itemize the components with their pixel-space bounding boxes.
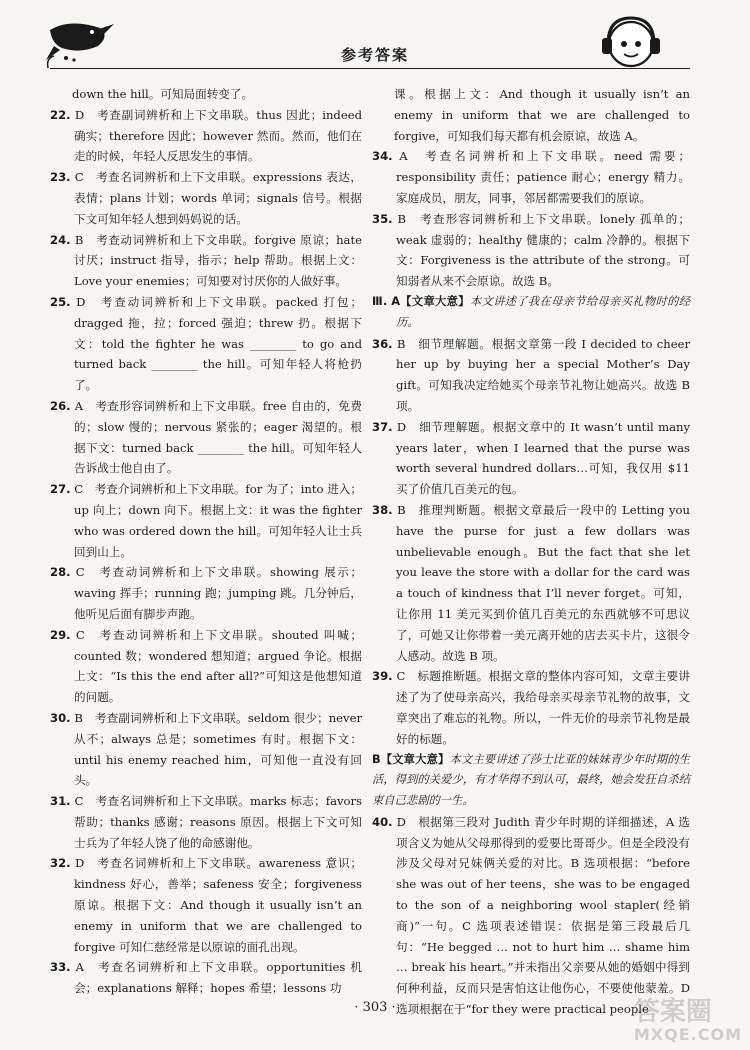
answer-item-30: 30. B 考查副词辨析和上下文串联。seldom 很少；never 从不；always 总是；sometimes 有时。根据下文：until his enemy reached him，可知他一直没有回头。 bbox=[50, 710, 362, 788]
watermark-logo: 答案圈 MXQE.COM bbox=[633, 997, 742, 1044]
answer-item-26: 26. A 考查形容词辨析和上下文串联。free 自由的，免费的；slow 慢的；nervous 紧张的；eager 渴望的。根据下文：turned back ________ the hill。可知年轻人告诉战士他自由了。 bbox=[50, 398, 362, 476]
answer-item-33: 33. A 考查名词辨析和上下文串联。opportunities 机会；explanations 解释；hopes 希望；lessons 功 bbox=[50, 960, 363, 996]
page-number: · 303 · bbox=[354, 1000, 396, 1015]
answer-item-28: 28. C 考查动词辨析和上下文串联。showing 展示；waving 挥手；running 跑；jumping 跳。几分钟后，他听见后面有脚步声跑。 bbox=[50, 565, 363, 621]
section-summary-a: Ⅲ. A【文章大意】本文讲述了我在母亲节给母亲买礼物时的经历。 bbox=[372, 294, 690, 329]
answer-item-31: 31. C 考查名词辨析和上下文串联。marks 标志；favors 帮助；thanks 感谢；reasons 原因。根据上下文可知士兵为了年轻人饶了他的命感谢他。 bbox=[50, 794, 362, 850]
answer-item-32: 32. D 考查名词辨析和上下文串联。awareness 意识；kindness 好心，善举；safeness 安全；forgiveness 原谅。根据下文：And though it usually isn’t an enemy in uniform that we are challenged to forgive 可知仁慈经常是以原谅的面孔出现。 bbox=[50, 856, 362, 954]
answer-item-27: 27. C 考查介词辨析和上下文串联。for 为了；into 进入；up 向上；down 向下。根据上文：it was the fighter who was ordered down the hill。可知年轻人让士兵回到山上。 bbox=[50, 482, 362, 559]
section-summary-b: B【文章大意】本文主要讲述了莎士比亚的妹妹青少年时期的生活，得到的关爱少，有才华得不到认可，最终，她会发狂自杀结束自己悲剧的一生。 bbox=[372, 752, 690, 808]
answer-continuation: 课。根据上文：And though it usually isn’t an enemy in uniform that we are challenged to forgive，可知我们每天都有机会原谅，故选 A。 bbox=[394, 87, 690, 143]
answer-item-34: 34. A 考查名词辨析和上下文串联。need 需要；responsibility 责任；patience 耐心；energy 精力。家庭成员，朋友，同事，邻居都需要我们的原谅。 bbox=[372, 149, 691, 205]
answer-item-29: 29. C 考查动词辨析和上下文串联。shouted 叫喊；counted 数；wondered 想知道；argued 争论。根据上文：“Is this the end after all?”可知这是他想知道的问题。 bbox=[50, 627, 362, 705]
answer-item-38: 38. B 推理判断题。根据文章最后一段中的 Letting you have the purse for just a few dollars was unbelievable enough。But the fact that she let you leave the store with a dollar for the card was a touch of kindness that I’ll never forget。可知，让你用 11 美元买到价值几百美元的东西就够不可思议了，可她又让你带着一美元离开她的店去买卡片，这很令人感动。故选 B 项。 bbox=[372, 502, 690, 663]
answer-item-36: 36. B 细节理解题。根据文章第一段 I decided to cheer her up by buying her a special Mother’s Day gift。可知我决定给她买个母亲节礼物让她高兴。故选 B 项。 bbox=[372, 336, 691, 413]
answer-continuation: down the hill。可知局面转变了。 bbox=[72, 87, 254, 101]
answer-item-40: 40. D 根据第三段对 Judith 青少年时期的详细描述，A 选项含义为她从父母那得到的爱要比哥哥少。但是全段没有涉及父母对兄妹俩关爱的对比。B 选项根据：“before she was out of her teens，she was to be engaged to the son of a neighboring wool stapler(经销商)”一句。C 选项表述错误：依据是第三段最后几句：“He begged … not to hurt him … shame him … break his heart。”并未指出父亲要从她的婚姻中得到何种利益，反而只是害怕这让他伤心，不要使他蒙羞。D 选项根据在于“for they were practical people bbox=[372, 814, 690, 1017]
answer-item-25: 25. D 考查动词辨析和上下文串联。packed 打包；dragged 拖，拉；forced 强迫；threw 扔。根据下文：told the fighter he was ________ to go and turned back ________ the hill。可知年轻人将枪扔了。 bbox=[50, 294, 362, 393]
header-divider bbox=[50, 68, 690, 69]
answer-item-35: 35. B 考查形容词辨析和上下文串联。lonely 孤单的；weak 虚弱的；healthy 健康的；calm 冷静的。根据下文：Forgiveness is the attribute of the strong。可知弱者从来不会原谅。故选 B。 bbox=[372, 211, 691, 289]
answer-item-22: 22. D 考查副词辨析和上下文串联。thus 因此；indeed 确实；therefore 因此；however 然而。然而，他们在走的时候，年轻人反思发生的事情。 bbox=[50, 107, 363, 164]
page-header bbox=[0, 0, 750, 80]
answer-column-right bbox=[372, 84, 690, 1020]
page-title: 参考答案 bbox=[340, 46, 409, 64]
answer-item-24: 24. B 考查动词辨析和上下文串联。forgive 原谅；hate 讨厌；instruct 指导，指示；help 帮助。根据上文：Love your enemies；可知要对讨厌你的人做好事。 bbox=[50, 232, 362, 289]
answer-item-37: 37. D 细节理解题。根据文章中的 It wasn’t until many years later，when I learned that the purse was worth several hundred dollars…可知，我仅用 $11 买了价值几百美元的包。 bbox=[372, 419, 691, 497]
answer-item-23: 23. C 考查名词辨析和上下文串联。expressions 表达，表情；plans 计划；words 单词；signals 信号。根据下文可知年轻人想到妈妈说的话。 bbox=[50, 170, 362, 226]
answer-item-39: 39. C 标题推断题。根据文章的整体内容可知，文章主要讲述了为了使母亲高兴，我给母亲买母亲节礼物的故事，文章突出了难忘的礼物。所以，一件无价的母亲节礼物是最好的标题。 bbox=[372, 669, 690, 746]
answer-column-left bbox=[50, 84, 362, 999]
headphone-mascot-icon bbox=[596, 6, 666, 78]
